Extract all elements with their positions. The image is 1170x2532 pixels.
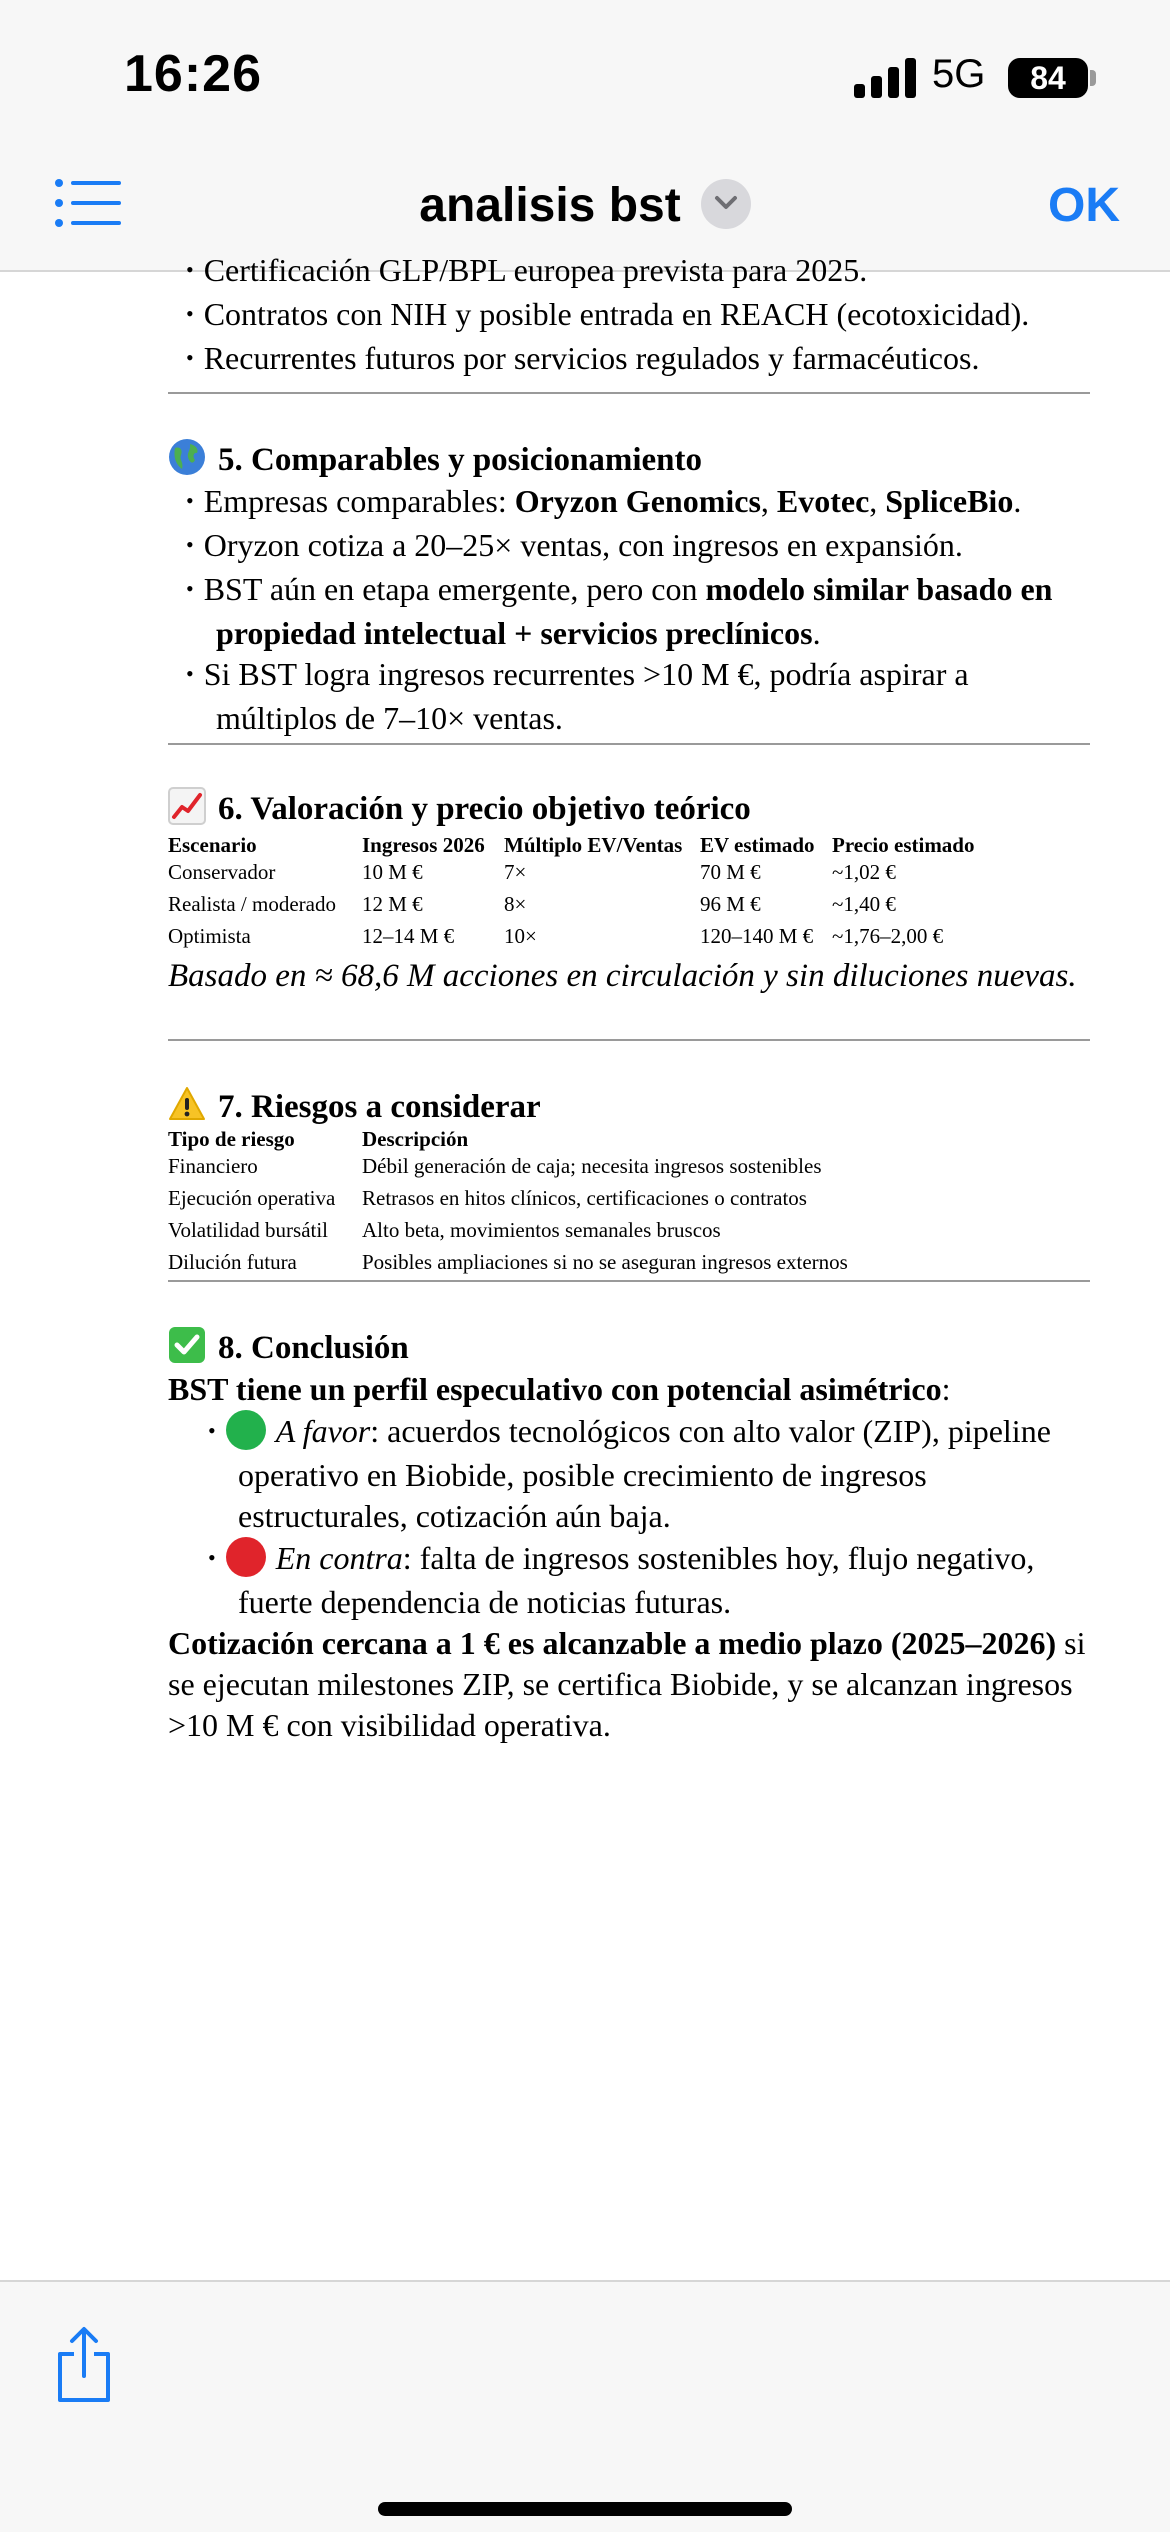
list-item: • Certificación GLP/BPL europea prevista para 2025.: [146, 250, 1090, 294]
table-header-row: Escenario Ingresos 2026 Múltiplo EV/Ventas EV estimado Precio estimado: [168, 833, 975, 857]
chart-up-icon: [168, 787, 206, 825]
status-bar: [0, 0, 1170, 140]
bottom-toolbar: [0, 2280, 1170, 2532]
table-row: Optimista 12–14 M € 10× 120–140 M € ~1,76–2,00 €: [168, 924, 944, 948]
list-item: • Contratos con NIH y posible entrada en REACH (ecotoxicidad).: [146, 294, 1090, 338]
document-content: [168, 250, 1090, 1746]
battery-cap: [1090, 70, 1096, 86]
list-item: • Oryzon cotiza a 20–25× ventas, con ingresos en expansión.: [168, 525, 1090, 569]
document-title[interactable]: analisis bst: [419, 179, 681, 232]
valuation-table: [168, 834, 1012, 952]
divider: [168, 743, 1090, 745]
divider: [168, 1039, 1090, 1041]
home-indicator: [378, 2502, 792, 2516]
table-row: Conservador 10 M € 7× 70 M € ~1,02 €: [168, 860, 896, 884]
conclusion-lead: BST tiene un perfil especulativo con potencial asimétrico:: [168, 1371, 951, 1407]
divider: [168, 1280, 1090, 1282]
section-heading: [168, 1085, 1090, 1128]
list-item: • Recurrentes futuros por servicios regulados y farmacéuticos.: [146, 338, 1090, 382]
section-heading: [168, 787, 1090, 830]
ok-button[interactable]: OK: [1048, 179, 1120, 232]
table-row: Realista / moderado 12 M € 8× 96 M € ~1,40 €: [168, 892, 896, 916]
table-row: Volatilidad bursátil Alto beta, movimientos semanales bruscos: [168, 1218, 721, 1242]
nav-title-group[interactable]: [0, 178, 1170, 233]
section7-title: 7. Riesgos a considerar: [218, 1089, 541, 1125]
document-viewer[interactable]: [0, 252, 1170, 2280]
globe-icon: [168, 438, 206, 476]
section5-title: 5. Comparables y posicionamiento: [218, 442, 703, 478]
share-icon[interactable]: [54, 2326, 114, 2404]
chevron-down-icon[interactable]: [701, 179, 751, 229]
red-circle-icon: [226, 1537, 266, 1577]
conclusion-final: Cotización cercana a 1 € es alcanzable a medio plazo (2025–2026) si se ejecutan milestones ZIP, se certifica Biobide, y se alcanzan ingresos >10 M € con visibilidad operativa.: [168, 1625, 1086, 1743]
network-type: 5G: [932, 52, 986, 96]
divider: [168, 392, 1090, 394]
list-item: • Empresas comparables: Oryzon Genomics, Evotec, SpliceBio.: [168, 481, 1090, 525]
section4-list: [146, 250, 1090, 382]
warning-icon: [168, 1085, 206, 1123]
table-header-row: Tipo de riesgo Descripción: [168, 1127, 469, 1151]
table-row: Ejecución operativa Retrasos en hitos clínicos, certificaciones o contratos: [168, 1186, 807, 1210]
section5-list: [168, 481, 1090, 739]
list-item: • Si BST logra ingresos recurrentes >10 M €, podría aspirar a múltiplos de 7–10× ventas.: [168, 654, 1090, 739]
section8-title: 8. Conclusión: [218, 1330, 409, 1366]
status-time: 16:26: [124, 45, 262, 103]
battery-icon: 84: [1008, 58, 1088, 98]
list-item-contra: • En contra: falta de ingresos sostenibles hoy, flujo negativo, fuerte dependencia de noticias futuras.: [168, 1537, 1090, 1623]
section-heading: [168, 438, 1090, 481]
section8-list: [168, 1410, 1090, 1623]
green-circle-icon: [226, 1410, 266, 1450]
check-icon: [168, 1326, 206, 1364]
valuation-note: Basado en ≈ 68,6 M acciones en circulación y sin diluciones nuevas.: [168, 958, 1077, 994]
signal-icon: [854, 58, 916, 98]
list-item: • BST aún en etapa emergente, pero con modelo similar basado en propiedad intelectual + servicios preclínicos.: [168, 569, 1090, 654]
section-heading: [168, 1326, 1090, 1369]
table-row: Financiero Débil generación de caja; necesita ingresos sostenibles: [168, 1154, 822, 1178]
risk-table: [168, 1128, 852, 1278]
section6-title: 6. Valoración y precio objetivo teórico: [218, 791, 751, 827]
list-item-favor: • A favor: acuerdos tecnológicos con alto valor (ZIP), pipeline operativo en Biobide, posible crecimiento de ingresos estructurales, cotización aún baja.: [168, 1410, 1090, 1537]
table-row: Dilución futura Posibles ampliaciones si no se aseguran ingresos externos: [168, 1250, 848, 1274]
